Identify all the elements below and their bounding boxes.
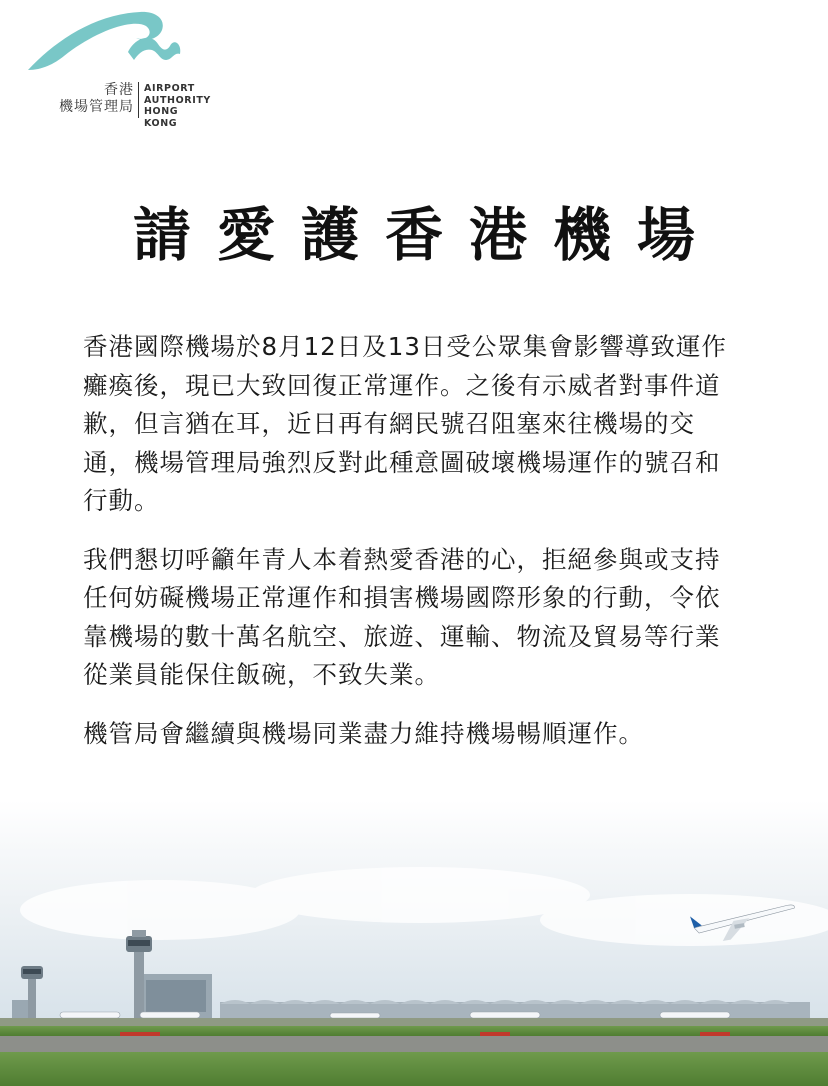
logo-divider xyxy=(138,82,139,118)
logo-english-line2: AUTHORITY xyxy=(144,94,211,106)
page-title: 請愛護香港機場 xyxy=(132,201,721,269)
statement-body xyxy=(83,328,733,773)
logo-english-name xyxy=(144,83,214,129)
paragraph-3: 機管局會繼續與機場同業盡力維持機場暢順運作。 xyxy=(83,718,644,748)
airport-authority-wave-logo-icon xyxy=(24,8,184,78)
logo-chinese-line1: 香港 xyxy=(104,82,134,98)
small-building xyxy=(12,1000,28,1020)
building-windows xyxy=(146,980,206,1012)
logo-chinese-line2: 機場管理局 xyxy=(59,99,134,115)
runway xyxy=(0,1036,828,1052)
airport-runway-photo xyxy=(0,800,828,1086)
grass-foreground xyxy=(0,1052,828,1086)
logo-chinese-name xyxy=(59,82,134,116)
airport-authority-logo xyxy=(24,8,214,129)
logo-english-line3: HONG KONG xyxy=(144,106,179,129)
logo-english-line1: AIRPORT xyxy=(144,83,195,94)
paragraph-2: 我們懇切呼籲年青人本着熱愛香港的心，拒絕參與或支持任何妨礙機場正常運作和損害機場國際形象的行動，令依靠機場的數十萬名航空、旅遊、運輸、物流及貿易等行業從業員能保住飯碗，不致失業。 xyxy=(83,544,721,689)
paragraph-1: 香港國際機場於8月12日及13日受公眾集會影響導致運作癱瘓後，現已大致回復正常運作。之後有示威者對事件道歉，但言猶在耳，近日再有網民號召阻塞來往機場的交通，機場管理局強烈反對此種意圖破壞機場運作的號召和行動。 xyxy=(83,332,727,515)
